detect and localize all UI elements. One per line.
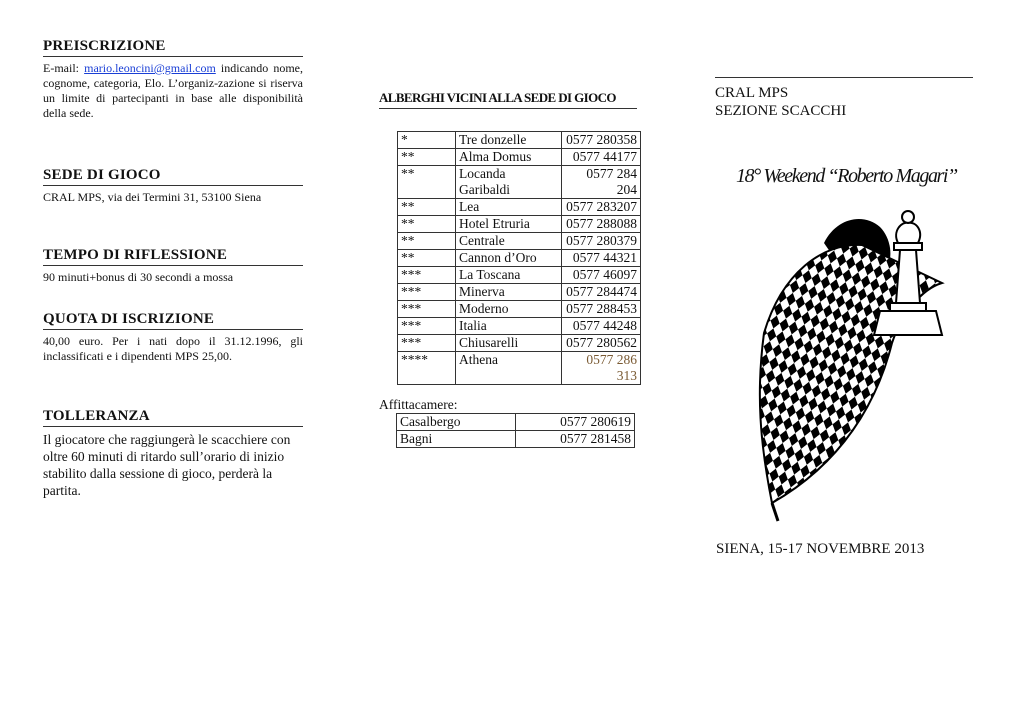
affittacamere-label: Affittacamere:	[379, 397, 458, 412]
hotel-row	[398, 301, 641, 318]
hotel-phone: 0577 280562	[562, 335, 641, 352]
hotel-name: Italia	[455, 318, 561, 335]
hotel-name: Alma Domus	[455, 149, 561, 166]
section-text: 40,00 euro. Per i nati dopo il 31.12.1996, gli inclassificati e i dipendenti MPS 25,00.	[43, 334, 303, 363]
hotel-name: Minerva	[455, 284, 561, 301]
hotel-phone: 0577 44248	[562, 318, 641, 335]
hotel-name: Lea	[455, 199, 561, 216]
preiscrizione-text: indicando nome, cognome, categoria, Elo. L’organiz-zazione si riserva un limite di partecipanti in base alle disponibilità della sede.	[43, 61, 303, 120]
hotel-stars: **	[398, 250, 456, 267]
hotel-phone: 0577 44321	[562, 250, 641, 267]
hotel-name: Tre donzelle	[455, 132, 561, 149]
hotel-phone: 0577 44177	[562, 149, 641, 166]
hotel-phone: 0577 283207	[562, 199, 641, 216]
affittacamere-phone: 0577 280619	[516, 414, 635, 431]
hotel-stars: ***	[398, 335, 456, 352]
hotels-table	[397, 131, 641, 385]
hotel-row	[398, 216, 641, 233]
hotel-phone: 0577 288088	[562, 216, 641, 233]
hotel-row	[398, 149, 641, 166]
email-link[interactable]: mario.leoncini@gmail.com	[84, 61, 216, 75]
hotel-name: Cannon d’Oro	[455, 250, 561, 267]
title-column	[715, 77, 975, 120]
hotel-row	[398, 318, 641, 335]
hotel-phone: 0577 284474	[562, 284, 641, 301]
affittacamere-table	[396, 413, 635, 448]
section-title: SEDE DI GIOCO	[43, 167, 303, 186]
hotel-phone: 0577 280358	[562, 132, 641, 149]
section-preiscrizione	[43, 38, 303, 121]
hotel-phone: 0577 288453	[562, 301, 641, 318]
affittacamere-row	[397, 414, 635, 431]
chessboard-bishop-icon	[752, 203, 952, 523]
hotel-row	[398, 250, 641, 267]
top-divider	[715, 77, 973, 78]
hotel-row	[398, 335, 641, 352]
hotel-name: La Toscana	[455, 267, 561, 284]
section-tempo	[43, 247, 303, 285]
hotel-name: Locanda Garibaldi	[455, 166, 561, 199]
event-title: 18° Weekend “Roberto Magari”	[736, 165, 957, 187]
section-text: 90 minuti+bonus di 30 secondi a mossa	[43, 270, 234, 284]
hotel-phone: 0577 284 204	[562, 166, 641, 199]
hotel-name: Hotel Etruria	[455, 216, 561, 233]
hotel-stars: ***	[398, 284, 456, 301]
hotel-name: Athena	[455, 352, 561, 385]
hotel-row	[398, 132, 641, 149]
affittacamere-name: Bagni	[397, 431, 516, 448]
hotel-row	[398, 233, 641, 250]
hotel-row	[398, 284, 641, 301]
section-text: CRAL MPS, via dei Termini 31, 53100 Siena	[43, 190, 262, 204]
org-line-1: CRAL MPS	[715, 85, 789, 101]
affittacamere-name: Casalbergo	[397, 414, 516, 431]
hotel-phone: 0577 46097	[562, 267, 641, 284]
hotel-phone: 0577 286 313	[562, 352, 641, 385]
hotel-name: Moderno	[455, 301, 561, 318]
hotels-column	[379, 90, 641, 448]
hotel-stars: *	[398, 132, 456, 149]
org-line-2: SEZIONE SCACCHI	[715, 103, 847, 119]
event-date: SIENA, 15-17 NOVEMBRE 2013	[716, 541, 925, 557]
hotel-row	[398, 352, 641, 385]
hotel-stars: ***	[398, 301, 456, 318]
section-text	[43, 61, 303, 121]
hotel-stars: **	[398, 199, 456, 216]
hotel-stars: **	[398, 149, 456, 166]
hotel-phone: 0577 280379	[562, 233, 641, 250]
section-title: QUOTA DI ISCRIZIONE	[43, 311, 303, 330]
section-sede	[43, 167, 303, 205]
hotel-row	[398, 166, 641, 199]
hotel-stars: **	[398, 233, 456, 250]
hotel-name: Centrale	[455, 233, 561, 250]
org-name	[715, 84, 975, 120]
section-title: TOLLERANZA	[43, 408, 303, 427]
hotel-stars: **	[398, 216, 456, 233]
hotel-row	[398, 267, 641, 284]
hotels-title: ALBERGHI VICINI ALLA SEDE DI GIOCO	[379, 90, 637, 109]
section-text: Il giocatore che raggiungerà le scacchiere con oltre 60 minuti di ritardo sull’orario di inizio stabilito dalla sessione di gioco, perderà la partita.	[43, 432, 291, 498]
section-quota	[43, 311, 303, 364]
email-prefix: E-mail:	[43, 61, 79, 75]
hotel-name: Chiusarelli	[455, 335, 561, 352]
hotel-row	[398, 199, 641, 216]
section-title: PREISCRIZIONE	[43, 38, 303, 57]
affittacamere-phone: 0577 281458	[516, 431, 635, 448]
hotel-stars: ****	[398, 352, 456, 385]
hotel-stars: ***	[398, 267, 456, 284]
affittacamere-row	[397, 431, 635, 448]
hotel-stars: **	[398, 166, 456, 199]
section-title: TEMPO DI RIFLESSIONE	[43, 247, 303, 266]
hotel-stars: ***	[398, 318, 456, 335]
section-tolleranza	[43, 408, 303, 499]
info-column	[43, 38, 303, 499]
